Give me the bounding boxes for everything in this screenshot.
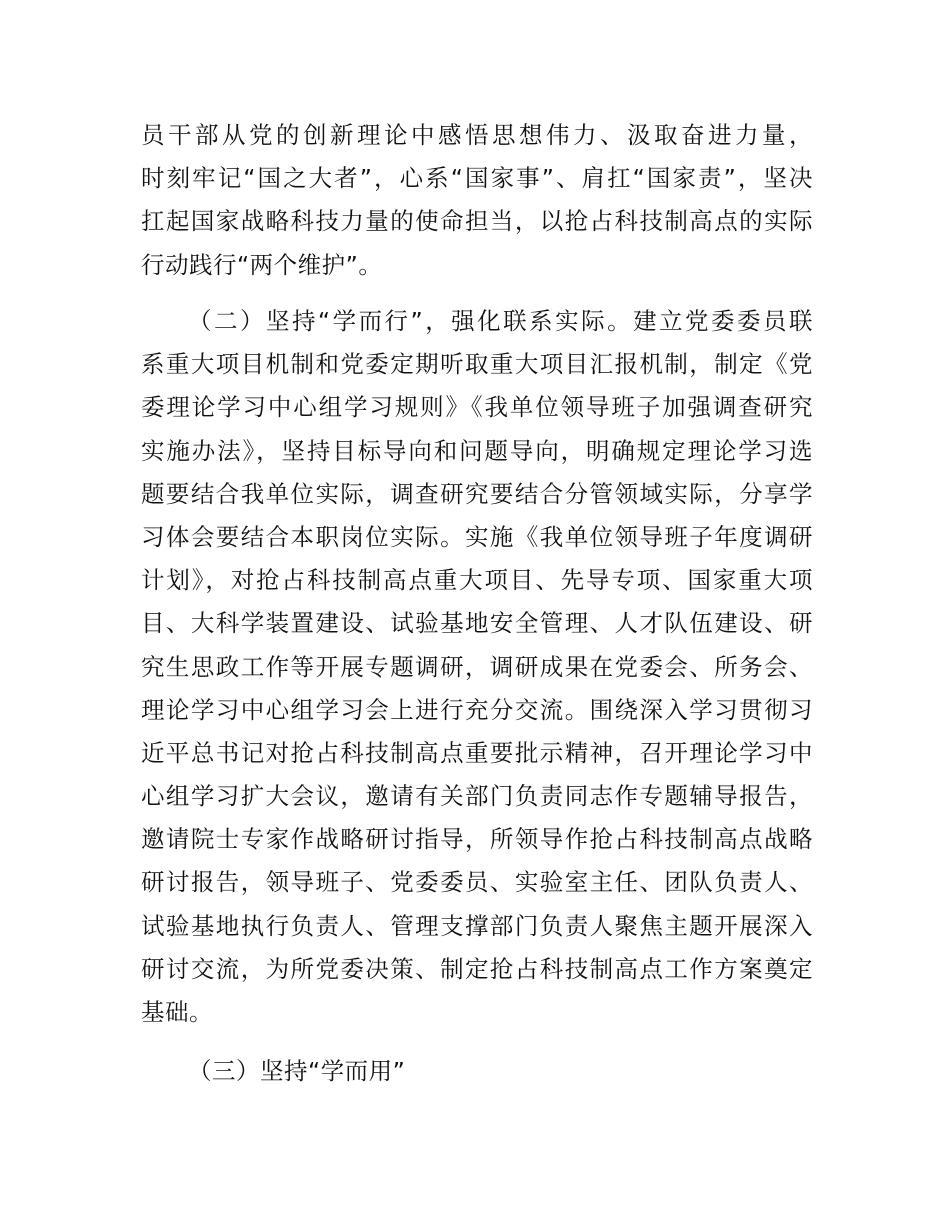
paragraph-line: 员干部从党的创新理论中感悟思想伟力、汲取奋进力量， bbox=[141, 121, 813, 149]
paragraph-line: 邀请院士专家作战略研讨指导，所领导作抢占科技制高点战略 bbox=[141, 825, 813, 854]
section-heading: （三）坚持“学而用” bbox=[188, 1057, 406, 1085]
paragraph-line: 研讨交流，为所党委决策、制定抢占科技制高点工作方案奠定 bbox=[141, 954, 813, 983]
paragraph-3 bbox=[141, 1050, 813, 1093]
paragraph-line: 系重大项目机制和党委定期听取重大项目汇报机制，制定《党 bbox=[141, 350, 813, 379]
paragraph-line: 委理论学习中心组学习规则》《我单位领导班子加强调查研究 bbox=[141, 393, 813, 422]
paragraph-line: 研讨报告，领导班子、党委委员、实验室主任、团队负责人、 bbox=[141, 868, 813, 897]
paragraph-line: 近平总书记对抢占科技制高点重要批示精神，召开理论学习中 bbox=[141, 738, 813, 767]
paragraph-line: 试验基地执行负责人、管理支撑部门负责人聚焦主题开展深入 bbox=[141, 911, 813, 940]
paragraph-2 bbox=[141, 300, 813, 1034]
paragraph-line: 目、大科学装置建设、试验基地安全管理、人才队伍建设、研 bbox=[141, 609, 813, 638]
paragraph-line: 行动践行“两个维护”。 bbox=[141, 250, 383, 279]
paragraph-line: 扛起国家战略科技力量的使命担当，以抢占科技制高点的实际 bbox=[141, 207, 813, 236]
paragraph-line: 究生思政工作等开展专题调研，调研成果在党委会、所务会、 bbox=[141, 652, 813, 681]
paragraph-line: 实施办法》，坚持目标导向和问题导向，明确规定理论学习选 bbox=[141, 436, 813, 465]
paragraph-line: 心组学习扩大会议，邀请有关部门负责同志作专题辅导报告， bbox=[141, 782, 813, 811]
paragraph-line: （二）坚持“学而行”，强化联系实际。建立党委委员联 bbox=[188, 307, 813, 335]
paragraph-line: 题要结合我单位实际，调查研究要结合分管领域实际，分享学 bbox=[141, 479, 813, 508]
paragraph-line: 计划》，对抢占科技制高点重大项目、先导专项、国家重大项 bbox=[141, 566, 813, 595]
paragraph-line: 时刻牢记“国之大者”，心系“国家事”、肩扛“国家责”，坚决 bbox=[141, 164, 813, 193]
paragraph-1 bbox=[141, 114, 813, 287]
paragraph-line: 习体会要结合本职岗位实际。实施《我单位领导班子年度调研 bbox=[141, 522, 813, 551]
paragraph-line: 基础。 bbox=[141, 998, 213, 1026]
paragraph-line: 理论学习中心组学习会上进行充分交流。围绕深入学习贯彻习 bbox=[141, 695, 813, 724]
